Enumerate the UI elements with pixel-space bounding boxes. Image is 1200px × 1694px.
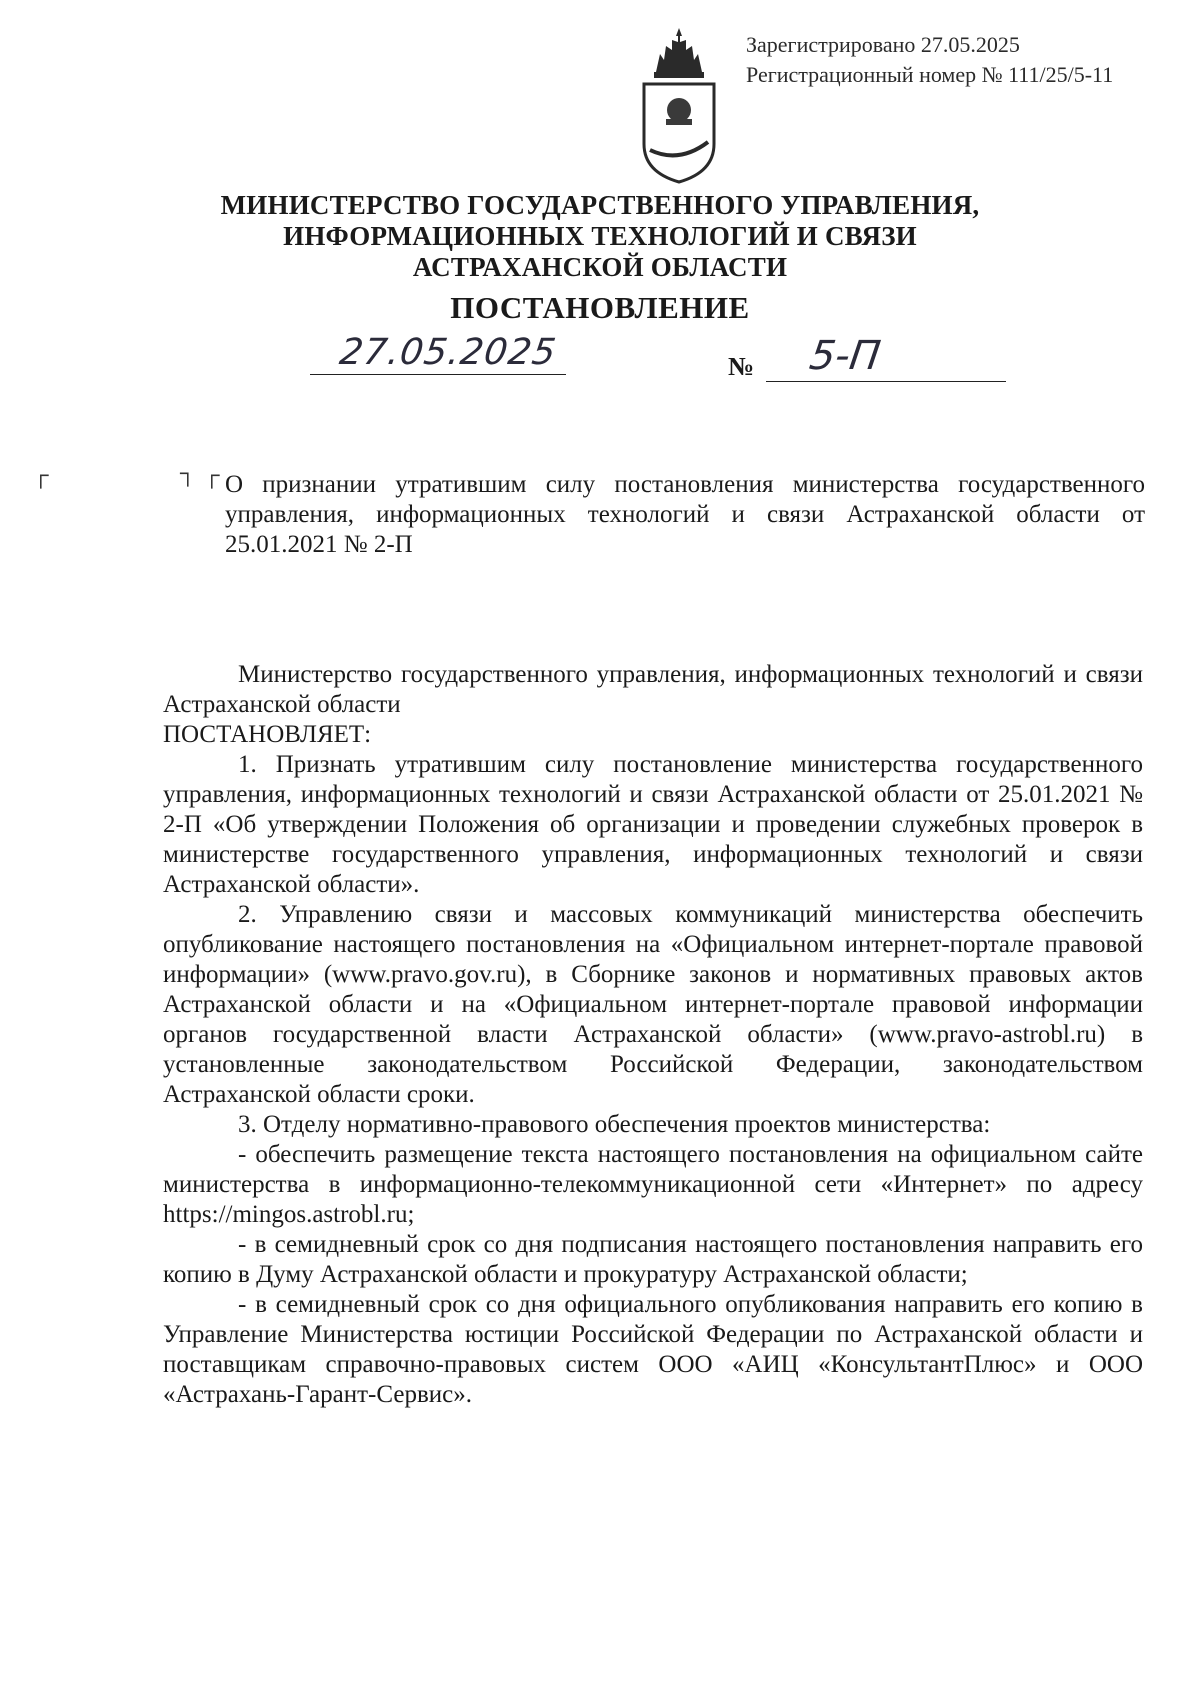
paragraph-3-item-2: - в семидневный срок со дня подписания настоящего постановления направить его копию в Думу Астраханской области и прокуратуру Астраханской области; xyxy=(163,1231,1143,1288)
coat-of-arms-icon xyxy=(636,26,722,186)
registration-number: Регистрационный номер № 111/25/5-11 xyxy=(746,62,1114,87)
document-type: ПОСТАНОВЛЕНИЕ xyxy=(450,290,750,325)
corner-mark-right: ┐ xyxy=(180,460,196,485)
date-underline xyxy=(310,374,566,375)
paragraph-3-item-3: - в семидневный срок со дня официального опубликования направить его копию в Управление Министерства юстиции Российской Федерации по Астраханской области и поставщикам справочно-правовых систем ООО «АИЦ «КонсультантПлюс» и ООО «Астрахань-Гарант-Сервис». xyxy=(163,1291,1143,1408)
corner-mark-title: ┌ xyxy=(204,462,220,487)
document-title: О признании утратившим силу постановления министерства государственного управления, информационных технологий и связи Астраханской области от 25.01.2021 № 2-П xyxy=(225,471,1145,558)
ministry-line-1: МИНИСТЕРСТВО ГОСУДАРСТВЕННОГО УПРАВЛЕНИЯ, xyxy=(220,190,980,220)
paragraph-2: 2. Управлению связи и массовых коммуникаций министерства обеспечить опубликование настоящего постановления на «Официальном интернет-портале правовой информации» (www.pravo.gov.ru), в Сборнике законов и нормативных правовых актов Астраханской области и на «Официальном интернет-портале правовой информации органов государственной власти Астраханской области» (www.pravo-astrobl.ru) в установленные законодательством Российской Федерации, законодательством Астраханской области сроки. xyxy=(163,901,1143,1108)
handwritten-date: 27.05.2025 xyxy=(337,332,560,373)
preamble-paragraph: Министерство государственного управления, информационных технологий и связи Астраханской области xyxy=(163,661,1143,718)
corner-mark-left: ┌ xyxy=(33,462,49,487)
handwritten-number: 5-П xyxy=(806,333,884,379)
number-sign: № xyxy=(728,352,755,381)
ministry-line-3: АСТРАХАНСКОЙ ОБЛАСТИ xyxy=(412,252,788,282)
registration-date: Зарегистрировано 27.05.2025 xyxy=(746,32,1020,57)
paragraph-3: 3. Отделу нормативно-правового обеспечения проектов министерства: xyxy=(238,1111,991,1138)
number-underline xyxy=(766,381,1006,382)
ministry-line-2: ИНФОРМАЦИОННЫХ ТЕХНОЛОГИЙ И СВЯЗИ xyxy=(283,221,917,251)
registration-stamp xyxy=(746,30,1113,90)
paragraph-1: 1. Признать утратившим силу постановление министерства государственного управления, информационных технологий и связи Астраханской области от 25.01.2021 № 2-П «Об утверждении Положения об организации и проведении служебных проверок в министерстве государственного управления, информационных технологий и связи Астраханской области». xyxy=(163,751,1143,898)
paragraph-3-item-1: - обеспечить размещение текста настоящего постановления на официальном сайте министерства в информационно-телекоммуникационной сети «Интернет» по адресу https://mingos.astrobl.ru; xyxy=(163,1141,1143,1228)
decree-word: ПОСТАНОВЛЯЕТ: xyxy=(163,721,372,748)
document-body xyxy=(163,660,1143,1410)
ministry-name xyxy=(180,190,1020,283)
